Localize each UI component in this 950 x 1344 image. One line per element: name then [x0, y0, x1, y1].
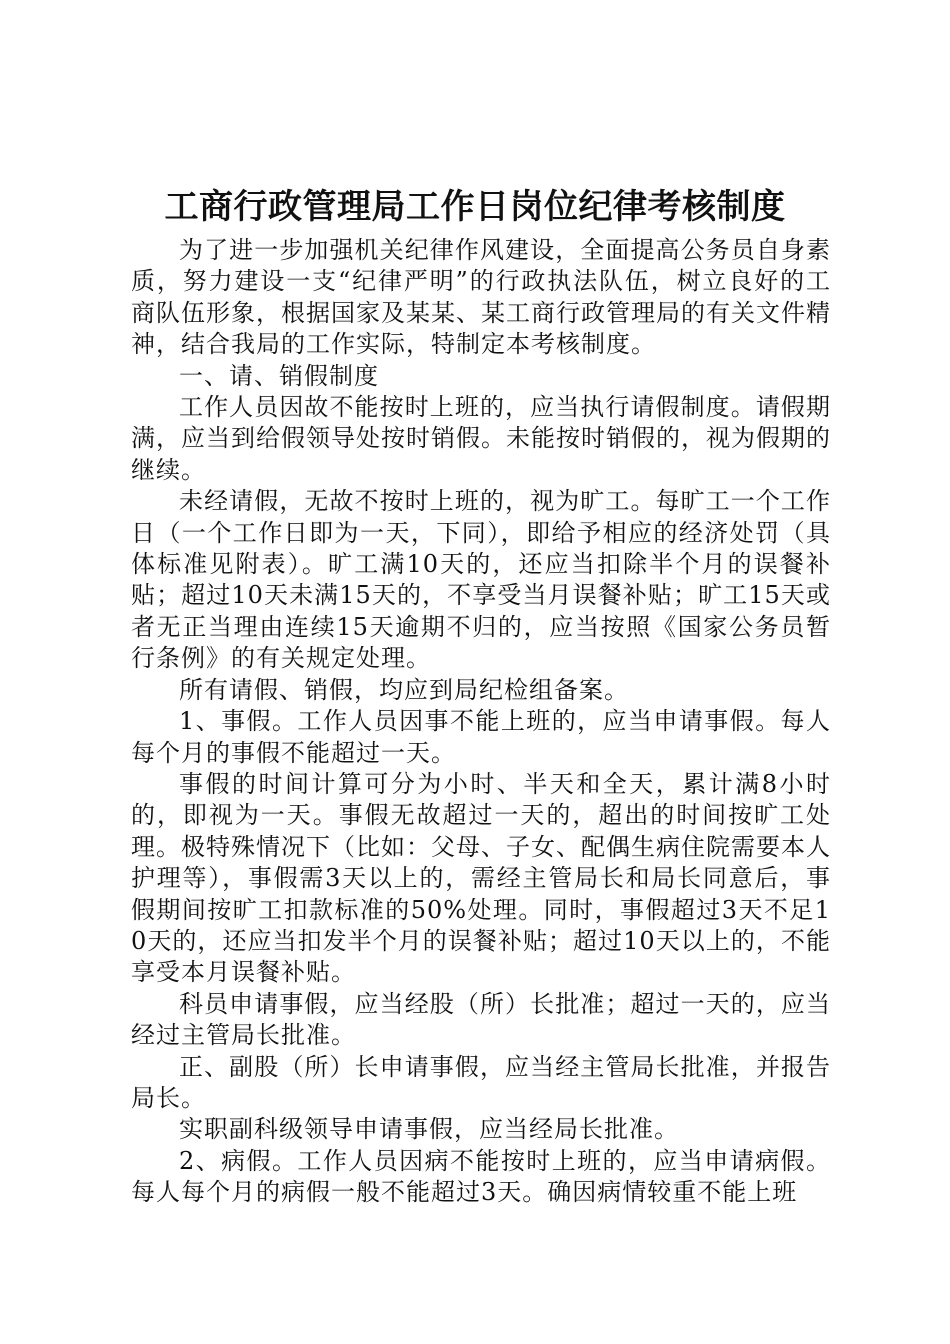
intro-paragraph: 为了进一步加强机关纪律作风建设，全面提高公务员自身素质，努力建设一支“纪律严明”的行政执法队伍，树立良好的工商队伍形象，根据国家及某某、某工商行政管理局的有关文件精神，结合我局的工作实际，特制定本考核制度。: [131, 236, 831, 359]
paragraph-absenteeism: 未经请假，无故不按时上班的，视为旷工。每旷工一个工作日（一个工作日即为一天，下同），即给予相应的经济处罚（具体标准见附表）。旷工满10天的，还应当扣除半个月的误餐补贴；超过10天未满15天的，不享受当月误餐补贴；旷工15天或者无正当理由连续15天逾期不归的，应当按照《国家公务员暂行条例》的有关规定处理。: [131, 487, 831, 673]
paragraph-staff-approval: 科员申请事假，应当经股（所）长批准；超过一天的，应当经过主管局长批准。: [131, 989, 831, 1050]
document-body: [131, 235, 831, 1209]
paragraph-leave-request: 工作人员因故不能按时上班的，应当执行请假制度。请假期满，应当到给假领导处按时销假。未能按时销假的，视为假期的继续。: [131, 393, 831, 484]
paragraph-personal-leave: 1、事假。工作人员因事不能上班的，应当申请事假。每人每个月的事假不能超过一天。: [131, 707, 831, 767]
paragraph-filing: 所有请假、销假，均应到局纪检组备案。: [179, 675, 629, 704]
document-title: 工商行政管理局工作日岗位纪律考核制度: [164, 187, 786, 227]
paragraph-personal-leave-calculation: 事假的时间计算可分为小时、半天和全天，累计满8小时的，即视为一天。事假无故超过一天的，超出的时间按旷工处理。极特殊情况下（比如：父母、子女、配偶生病住院需要本人护理等），事假需3天以上的，需经主管局长和局长同意后，事假期间按旷工扣款标准的50%处理。同时，事假超过3天不足10天的，还应当扣发半个月的误餐补贴；超过10天以上的，不能享受本月误餐补贴。: [131, 769, 831, 987]
section-heading-leave-system: 一、请、销假制度: [179, 361, 379, 390]
paragraph-sick-leave: 2、病假。工作人员因病不能按时上班的，应当申请病假。每人每个月的病假一般不能超过3天。确因病情较重不能上班: [131, 1146, 831, 1207]
paragraph-section-chief-approval: 正、副股（所）长申请事假，应当经主管局长批准，并报告局长。: [131, 1052, 831, 1112]
paragraph-deputy-level-approval: 实职副科级领导申请事假，应当经局长批准。: [179, 1115, 679, 1144]
